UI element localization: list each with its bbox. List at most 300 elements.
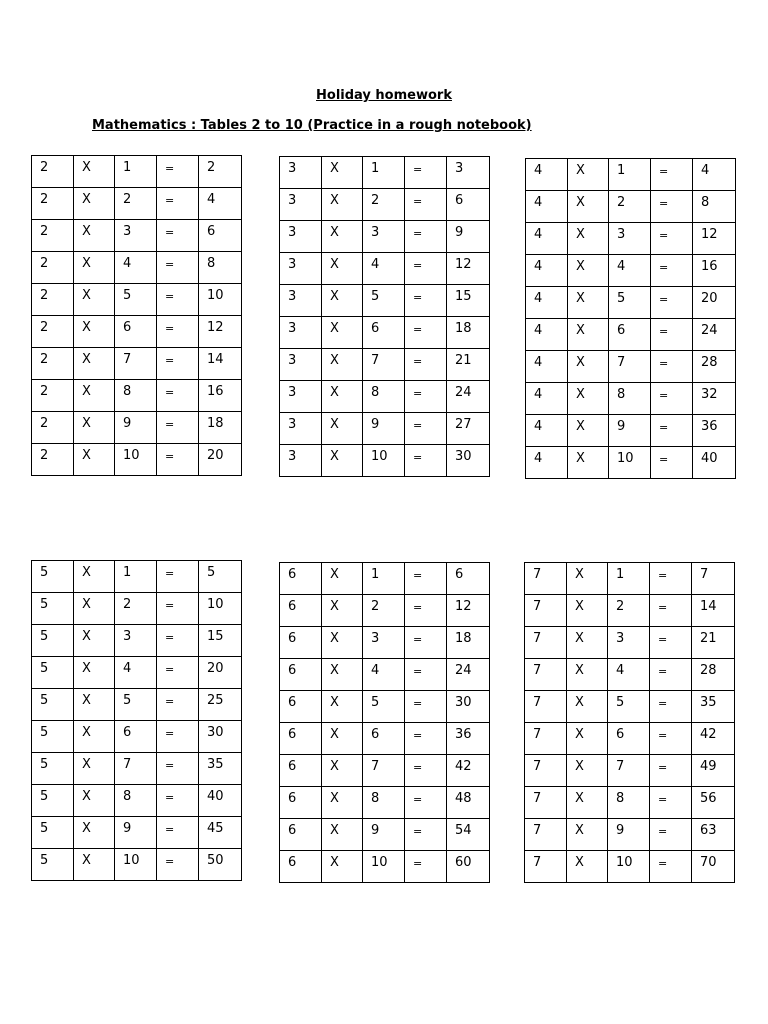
multiplier-cell: 8 (363, 381, 405, 413)
table-row (525, 691, 735, 723)
equals-symbol-cell: = (157, 444, 199, 476)
base-cell: 2 (32, 348, 74, 380)
times-symbol-cell: X (568, 447, 609, 479)
multiplier-cell: 4 (115, 252, 157, 284)
equals-symbol-cell: = (650, 723, 692, 755)
equals-symbol-cell: = (405, 787, 447, 819)
result-cell: 63 (692, 819, 735, 851)
table-row (32, 593, 242, 625)
base-cell: 5 (32, 753, 74, 785)
times-symbol-cell: X (322, 595, 363, 627)
result-cell: 45 (199, 817, 242, 849)
equals-symbol-cell: = (405, 157, 447, 189)
base-cell: 2 (32, 380, 74, 412)
base-cell: 3 (280, 221, 322, 253)
times-symbol-cell: X (322, 755, 363, 787)
times-symbol-cell: X (322, 787, 363, 819)
equals-symbol-cell: = (405, 755, 447, 787)
base-cell: 3 (280, 157, 322, 189)
multiplier-cell: 4 (363, 659, 405, 691)
result-cell: 40 (693, 447, 736, 479)
base-cell: 4 (526, 351, 568, 383)
equals-symbol-cell: = (405, 445, 447, 477)
table-row (525, 563, 735, 595)
result-cell: 32 (693, 383, 736, 415)
equals-symbol-cell: = (157, 849, 199, 881)
result-cell: 12 (447, 253, 490, 285)
table-row (32, 348, 242, 380)
times-symbol-cell: X (322, 285, 363, 317)
equals-symbol-cell: = (651, 351, 693, 383)
equals-symbol-cell: = (157, 412, 199, 444)
table-row (280, 445, 490, 477)
table-row (280, 755, 490, 787)
times-symbol-cell: X (568, 191, 609, 223)
equals-symbol-cell: = (651, 415, 693, 447)
result-cell: 16 (199, 380, 242, 412)
result-cell: 6 (447, 189, 490, 221)
times-symbol-cell: X (567, 723, 608, 755)
base-cell: 4 (526, 191, 568, 223)
page-subtitle: Mathematics : Tables 2 to 10 (Practice in a rough notebook) (92, 118, 532, 133)
multiplier-cell: 2 (608, 595, 650, 627)
multiplier-cell: 4 (363, 253, 405, 285)
equals-symbol-cell: = (650, 819, 692, 851)
times-symbol-cell: X (74, 753, 115, 785)
times-symbol-cell: X (322, 819, 363, 851)
equals-symbol-cell: = (651, 383, 693, 415)
times-symbol-cell: X (567, 627, 608, 659)
times-table-7 (524, 562, 735, 883)
multiplier-cell: 7 (363, 755, 405, 787)
times-symbol-cell: X (74, 593, 115, 625)
base-cell: 6 (280, 819, 322, 851)
result-cell: 24 (447, 381, 490, 413)
result-cell: 7 (692, 563, 735, 595)
multiplier-cell: 9 (608, 819, 650, 851)
multiplier-cell: 7 (115, 348, 157, 380)
result-cell: 10 (199, 284, 242, 316)
times-symbol-cell: X (567, 595, 608, 627)
base-cell: 4 (526, 223, 568, 255)
table-row (32, 380, 242, 412)
base-cell: 4 (526, 255, 568, 287)
base-cell: 4 (526, 447, 568, 479)
table-row (525, 787, 735, 819)
times-symbol-cell: X (74, 284, 115, 316)
times-symbol-cell: X (322, 189, 363, 221)
result-cell: 70 (692, 851, 735, 883)
times-symbol-cell: X (568, 255, 609, 287)
base-cell: 3 (280, 445, 322, 477)
result-cell: 2 (199, 156, 242, 188)
times-symbol-cell: X (322, 851, 363, 883)
times-symbol-cell: X (74, 252, 115, 284)
base-cell: 2 (32, 316, 74, 348)
result-cell: 36 (693, 415, 736, 447)
base-cell: 2 (32, 284, 74, 316)
result-cell: 8 (199, 252, 242, 284)
table-row (32, 657, 242, 689)
base-cell: 6 (280, 627, 322, 659)
equals-symbol-cell: = (650, 627, 692, 659)
result-cell: 60 (447, 851, 490, 883)
equals-symbol-cell: = (157, 380, 199, 412)
result-cell: 25 (199, 689, 242, 721)
times-symbol-cell: X (568, 351, 609, 383)
equals-symbol-cell: = (405, 659, 447, 691)
times-symbol-cell: X (567, 691, 608, 723)
equals-symbol-cell: = (405, 595, 447, 627)
base-cell: 6 (280, 851, 322, 883)
base-cell: 7 (525, 819, 567, 851)
multiplier-cell: 10 (363, 851, 405, 883)
table-row (280, 285, 490, 317)
times-symbol-cell: X (567, 659, 608, 691)
equals-symbol-cell: = (650, 563, 692, 595)
base-cell: 7 (525, 659, 567, 691)
equals-symbol-cell: = (157, 817, 199, 849)
result-cell: 14 (692, 595, 735, 627)
table-row (32, 817, 242, 849)
table-row (280, 659, 490, 691)
result-cell: 21 (692, 627, 735, 659)
times-symbol-cell: X (322, 317, 363, 349)
table-row (526, 287, 736, 319)
multiplier-cell: 6 (609, 319, 651, 351)
multiplier-cell: 10 (115, 444, 157, 476)
base-cell: 7 (525, 787, 567, 819)
base-cell: 3 (280, 253, 322, 285)
multiplier-cell: 7 (609, 351, 651, 383)
table-row (32, 316, 242, 348)
equals-symbol-cell: = (650, 851, 692, 883)
table-row (280, 349, 490, 381)
times-symbol-cell: X (567, 563, 608, 595)
times-symbol-cell: X (74, 412, 115, 444)
table-row (280, 317, 490, 349)
result-cell: 20 (199, 444, 242, 476)
times-symbol-cell: X (322, 659, 363, 691)
table-row (32, 412, 242, 444)
base-cell: 4 (526, 383, 568, 415)
base-cell: 7 (525, 723, 567, 755)
table-row (32, 188, 242, 220)
result-cell: 5 (199, 561, 242, 593)
equals-symbol-cell: = (405, 413, 447, 445)
multiplier-cell: 5 (115, 689, 157, 721)
result-cell: 4 (199, 188, 242, 220)
result-cell: 20 (199, 657, 242, 689)
result-cell: 9 (447, 221, 490, 253)
equals-symbol-cell: = (157, 316, 199, 348)
base-cell: 4 (526, 415, 568, 447)
multiplier-cell: 8 (609, 383, 651, 415)
times-symbol-cell: X (74, 849, 115, 881)
times-symbol-cell: X (568, 415, 609, 447)
base-cell: 2 (32, 444, 74, 476)
multiplier-cell: 2 (115, 188, 157, 220)
base-cell: 6 (280, 563, 322, 595)
multiplier-cell: 8 (115, 785, 157, 817)
table-row (280, 253, 490, 285)
equals-symbol-cell: = (650, 595, 692, 627)
base-cell: 5 (32, 689, 74, 721)
table-row (525, 819, 735, 851)
table-row (32, 689, 242, 721)
times-symbol-cell: X (568, 319, 609, 351)
equals-symbol-cell: = (405, 851, 447, 883)
table-row (32, 220, 242, 252)
multiplier-cell: 4 (609, 255, 651, 287)
result-cell: 56 (692, 787, 735, 819)
table-row (32, 785, 242, 817)
result-cell: 48 (447, 787, 490, 819)
result-cell: 21 (447, 349, 490, 381)
equals-symbol-cell: = (405, 691, 447, 723)
times-symbol-cell: X (74, 817, 115, 849)
base-cell: 7 (525, 627, 567, 659)
base-cell: 7 (525, 691, 567, 723)
multiplier-cell: 5 (363, 285, 405, 317)
times-symbol-cell: X (568, 159, 609, 191)
times-symbol-cell: X (567, 787, 608, 819)
table-row (32, 753, 242, 785)
times-symbol-cell: X (322, 723, 363, 755)
multiplier-cell: 5 (115, 284, 157, 316)
multiplier-cell: 10 (115, 849, 157, 881)
equals-symbol-cell: = (157, 561, 199, 593)
result-cell: 3 (447, 157, 490, 189)
equals-symbol-cell: = (651, 191, 693, 223)
table-row (280, 381, 490, 413)
table-row (280, 157, 490, 189)
equals-symbol-cell: = (157, 252, 199, 284)
multiplier-cell: 3 (363, 221, 405, 253)
times-symbol-cell: X (74, 316, 115, 348)
times-symbol-cell: X (74, 156, 115, 188)
multiplier-cell: 7 (608, 755, 650, 787)
times-symbol-cell: X (74, 625, 115, 657)
table-row (280, 723, 490, 755)
result-cell: 49 (692, 755, 735, 787)
result-cell: 14 (199, 348, 242, 380)
base-cell: 7 (525, 851, 567, 883)
multiplier-cell: 3 (363, 627, 405, 659)
equals-symbol-cell: = (405, 819, 447, 851)
multiplier-cell: 9 (363, 413, 405, 445)
base-cell: 5 (32, 849, 74, 881)
table-row (526, 383, 736, 415)
base-cell: 7 (525, 755, 567, 787)
result-cell: 15 (199, 625, 242, 657)
multiplier-cell: 7 (363, 349, 405, 381)
multiplier-cell: 3 (115, 625, 157, 657)
base-cell: 5 (32, 785, 74, 817)
multiplier-cell: 2 (609, 191, 651, 223)
result-cell: 54 (447, 819, 490, 851)
result-cell: 24 (693, 319, 736, 351)
result-cell: 30 (447, 445, 490, 477)
base-cell: 7 (525, 563, 567, 595)
base-cell: 3 (280, 317, 322, 349)
times-table-6 (279, 562, 490, 883)
result-cell: 30 (447, 691, 490, 723)
multiplier-cell: 1 (363, 563, 405, 595)
equals-symbol-cell: = (157, 753, 199, 785)
result-cell: 16 (693, 255, 736, 287)
table-row (280, 221, 490, 253)
table-row (280, 595, 490, 627)
base-cell: 2 (32, 220, 74, 252)
result-cell: 8 (693, 191, 736, 223)
base-cell: 5 (32, 593, 74, 625)
times-symbol-cell: X (74, 380, 115, 412)
result-cell: 36 (447, 723, 490, 755)
times-symbol-cell: X (322, 691, 363, 723)
result-cell: 15 (447, 285, 490, 317)
table-row (280, 819, 490, 851)
result-cell: 6 (199, 220, 242, 252)
multiplier-cell: 10 (363, 445, 405, 477)
multiplier-cell: 9 (363, 819, 405, 851)
table-row (280, 413, 490, 445)
base-cell: 6 (280, 787, 322, 819)
table-row (525, 851, 735, 883)
equals-symbol-cell: = (651, 223, 693, 255)
multiplier-cell: 8 (608, 787, 650, 819)
multiplier-cell: 6 (115, 316, 157, 348)
equals-symbol-cell: = (651, 287, 693, 319)
times-table-2 (31, 155, 242, 476)
equals-symbol-cell: = (157, 220, 199, 252)
table-row (280, 787, 490, 819)
multiplier-cell: 3 (608, 627, 650, 659)
result-cell: 18 (447, 627, 490, 659)
equals-symbol-cell: = (405, 563, 447, 595)
multiplier-cell: 7 (115, 753, 157, 785)
table-row (32, 252, 242, 284)
result-cell: 18 (447, 317, 490, 349)
multiplier-cell: 10 (609, 447, 651, 479)
times-symbol-cell: X (74, 721, 115, 753)
base-cell: 6 (280, 723, 322, 755)
equals-symbol-cell: = (650, 755, 692, 787)
multiplier-cell: 3 (609, 223, 651, 255)
base-cell: 6 (280, 755, 322, 787)
equals-symbol-cell: = (157, 188, 199, 220)
table-row (526, 159, 736, 191)
times-symbol-cell: X (567, 851, 608, 883)
table-row (280, 189, 490, 221)
table-row (525, 723, 735, 755)
table-row (525, 595, 735, 627)
table-row (526, 255, 736, 287)
multiplier-cell: 2 (363, 595, 405, 627)
equals-symbol-cell: = (405, 221, 447, 253)
base-cell: 7 (525, 595, 567, 627)
table-row (525, 627, 735, 659)
times-symbol-cell: X (322, 627, 363, 659)
times-symbol-cell: X (568, 223, 609, 255)
base-cell: 6 (280, 691, 322, 723)
base-cell: 4 (526, 159, 568, 191)
base-cell: 3 (280, 349, 322, 381)
result-cell: 20 (693, 287, 736, 319)
table-row (526, 351, 736, 383)
times-symbol-cell: X (74, 220, 115, 252)
table-row (526, 223, 736, 255)
equals-symbol-cell: = (157, 721, 199, 753)
equals-symbol-cell: = (157, 156, 199, 188)
times-table-5 (31, 560, 242, 881)
equals-symbol-cell: = (651, 255, 693, 287)
table-row (32, 284, 242, 316)
equals-symbol-cell: = (157, 625, 199, 657)
equals-symbol-cell: = (157, 689, 199, 721)
base-cell: 5 (32, 625, 74, 657)
multiplier-cell: 4 (115, 657, 157, 689)
result-cell: 27 (447, 413, 490, 445)
table-row (526, 319, 736, 351)
base-cell: 3 (280, 189, 322, 221)
multiplier-cell: 6 (363, 723, 405, 755)
multiplier-cell: 1 (608, 563, 650, 595)
table-row (526, 415, 736, 447)
times-symbol-cell: X (74, 444, 115, 476)
base-cell: 2 (32, 188, 74, 220)
table-row (32, 625, 242, 657)
base-cell: 5 (32, 817, 74, 849)
multiplier-cell: 5 (363, 691, 405, 723)
base-cell: 2 (32, 156, 74, 188)
multiplier-cell: 5 (608, 691, 650, 723)
times-symbol-cell: X (568, 383, 609, 415)
multiplier-cell: 8 (363, 787, 405, 819)
times-symbol-cell: X (567, 819, 608, 851)
result-cell: 42 (692, 723, 735, 755)
result-cell: 35 (199, 753, 242, 785)
multiplier-cell: 9 (609, 415, 651, 447)
equals-symbol-cell: = (405, 189, 447, 221)
times-symbol-cell: X (74, 657, 115, 689)
base-cell: 2 (32, 252, 74, 284)
equals-symbol-cell: = (651, 447, 693, 479)
equals-symbol-cell: = (405, 381, 447, 413)
times-symbol-cell: X (322, 253, 363, 285)
result-cell: 28 (692, 659, 735, 691)
multiplier-cell: 6 (115, 721, 157, 753)
table-row (32, 444, 242, 476)
multiplier-cell: 6 (363, 317, 405, 349)
result-cell: 40 (199, 785, 242, 817)
table-row (280, 691, 490, 723)
multiplier-cell: 2 (363, 189, 405, 221)
base-cell: 6 (280, 595, 322, 627)
multiplier-cell: 8 (115, 380, 157, 412)
result-cell: 35 (692, 691, 735, 723)
multiplier-cell: 2 (115, 593, 157, 625)
times-table-3 (279, 156, 490, 477)
equals-symbol-cell: = (405, 285, 447, 317)
base-cell: 3 (280, 413, 322, 445)
equals-symbol-cell: = (651, 159, 693, 191)
multiplier-cell: 3 (115, 220, 157, 252)
equals-symbol-cell: = (405, 723, 447, 755)
multiplier-cell: 10 (608, 851, 650, 883)
base-cell: 5 (32, 561, 74, 593)
equals-symbol-cell: = (650, 691, 692, 723)
